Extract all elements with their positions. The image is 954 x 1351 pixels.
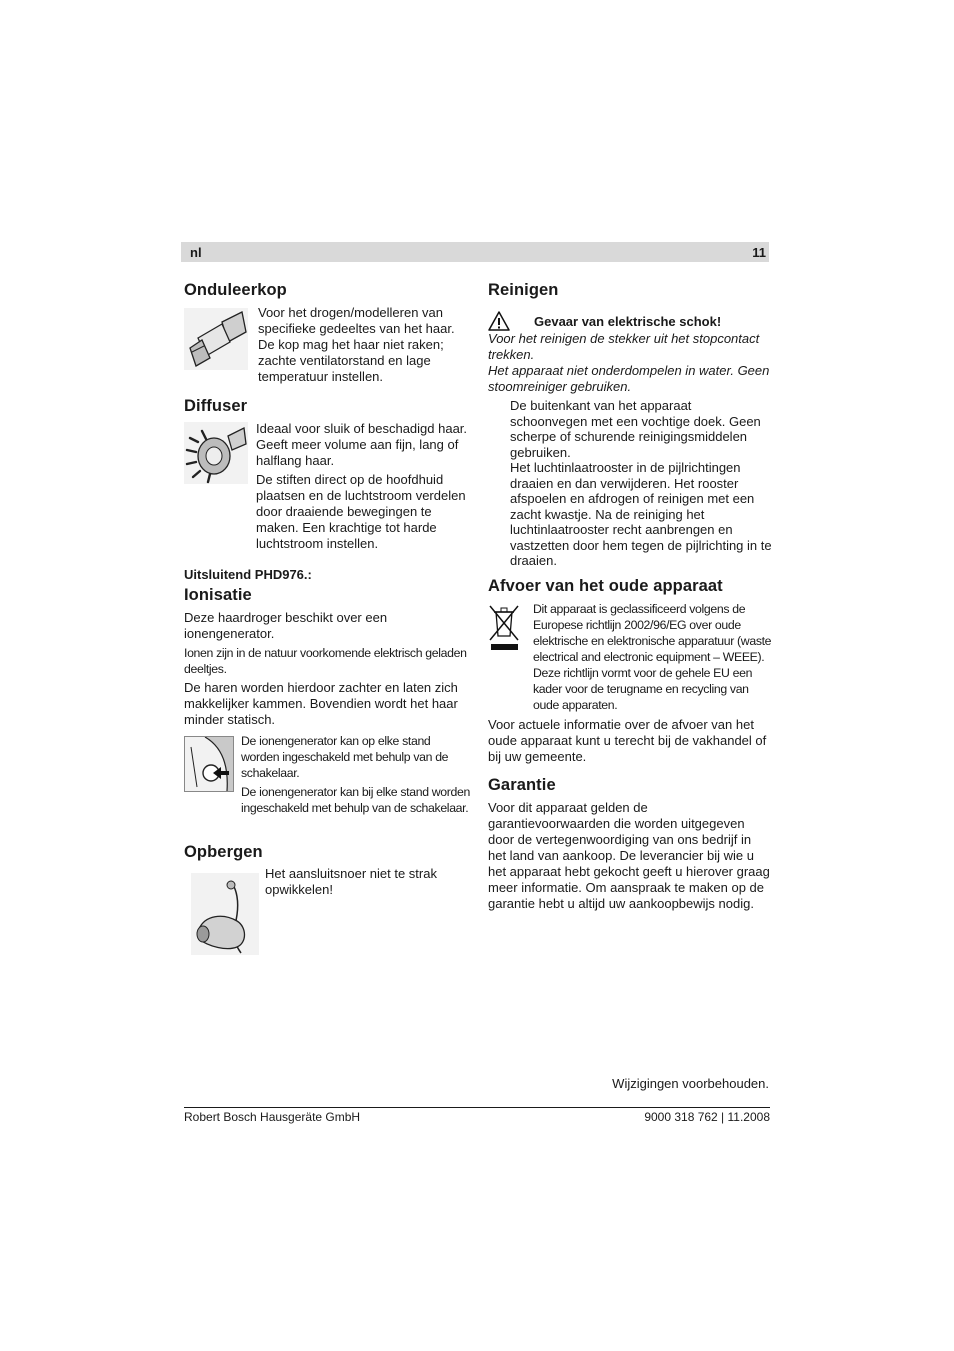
opbergen-text: Het aansluitsnoer niet te strak opwikkelen! xyxy=(265,866,437,897)
changes-reserved-note: Wijzigingen voorbehouden. xyxy=(612,1076,769,1091)
language-code: nl xyxy=(190,245,202,260)
diffuser-icon xyxy=(184,422,248,484)
onduleerkop-text: Voor het drogen/modelleren van specifieke gedeeltes van het haar. De kop mag het haar niet raken; zachte ventilatorstand en lage temperatuur instellen. xyxy=(258,305,455,384)
crossed-bin-icon xyxy=(488,604,520,652)
footer-divider xyxy=(184,1107,770,1108)
hairdryer-cord-icon xyxy=(191,873,259,955)
reinigen-warning-text xyxy=(488,331,770,395)
section-title-diffuser: Diffuser xyxy=(184,397,248,415)
section-title-garantie: Garantie xyxy=(488,776,556,794)
afvoer-info-text: Voor actuele informatie over de afvoer van het oude apparaat kunt u terecht bij de vakhandel of bij uw gemeente. xyxy=(488,717,767,764)
ionisatie-switch-text xyxy=(241,733,471,819)
company-name: Robert Bosch Hausgeräte GmbH xyxy=(184,1110,361,1124)
ionisatie-paragraph-4: De ionengenerator kan op elke stand worden ingeschakeld met behulp van de schakelaar. xyxy=(241,734,449,780)
ionisatie-paragraph-5: De ionengenerator kan bij elke stand worden ingeschakeld met behulp van de schakelaar. xyxy=(241,785,470,815)
reinigen-paragraph-1: De buitenkant van het apparaat schoonvegen met een vochtige doek. Geen scherpe of schurende reinigingsmiddelen gebruiken. xyxy=(510,398,761,460)
warning-triangle-icon xyxy=(488,311,510,331)
section-title-opbergen: Opbergen xyxy=(184,843,263,861)
reinigen-warning-line-2: Het apparaat niet onderdompelen in water. Geen stoomreiniger gebruiken. xyxy=(488,363,770,394)
afvoer-weee-text: Dit apparaat is geclassificeerd volgens de Europese richtlijn 2002/96/EG over oude elektrische en elektronische apparatuur (waste electrical and electronic equipment – WEEE). Deze richtlijn vormt voor de gehele EU een kader voor de terugname en recycling van oude apparaten. xyxy=(533,602,772,712)
section-title-onduleerkop: Onduleerkop xyxy=(184,281,287,299)
ionisatie-paragraph-2: Ionen zijn in de natuur voorkomende elektrisch geladen deeltjes. xyxy=(184,646,467,676)
document-number: 9000 318 762 | 11.2008 xyxy=(644,1110,770,1124)
ionisatie-model-note: Uitsluitend PHD976.: xyxy=(184,567,312,582)
section-title-reinigen: Reinigen xyxy=(488,281,559,299)
section-title-afvoer: Afvoer van het oude apparaat xyxy=(488,577,723,595)
warning-title: Gevaar van elektrische schok! xyxy=(534,314,722,329)
ionisatie-intro xyxy=(184,610,468,731)
reinigen-paragraph-2: Het luchtinlaatrooster in de pijlrichtingen draaien en dan verwijderen. Het rooster afspoelen en afdrogen of reinigen met een zacht kwastje. Na de reiniging het luchtinlaatrooster recht aanbrengen en vastzetten door hem tegen de pijlrichting in te draaien. xyxy=(510,460,772,568)
ionisatie-paragraph-3: De haren worden hierdoor zachter en laten zich makkelijker kammen. Bovendien wordt het haar minder statisch. xyxy=(184,680,458,727)
ion-switch-icon xyxy=(184,736,234,792)
page-number: 11 xyxy=(752,245,766,260)
ionisatie-paragraph-1: Deze haardroger beschikt over een ionengenerator. xyxy=(184,610,388,641)
diffuser-paragraph-2: De stiften direct op de hoofdhuid plaatsen en de luchtstroom verdelen door draaiende bewegingen te maken. Een krachtige tot harde luchtstroom instellen. xyxy=(256,472,466,551)
diffuser-paragraph-1: Ideaal voor sluik of beschadigd haar. Geeft meer volume aan fijn, lang of halflang haar. xyxy=(256,421,468,468)
reinigen-warning-line-1: Voor het reinigen de stekker uit het stopcontact trekken. xyxy=(488,331,760,362)
garantie-text: Voor dit apparaat gelden de garantievoorwaarden die worden uitgegeven door de vertegenwoordiging van ons bedrijf in het land van aankoop. De leverancier bij wie u het apparaat hebt gekocht geeft u hierover graag meer informatie. Om aanspraak te maken op de garantie hebt u altijd uw aankoopbewijs nodig. xyxy=(488,800,770,911)
section-title-ionisatie: Ionisatie xyxy=(184,586,252,604)
reinigen-instructions xyxy=(510,398,772,569)
header-bar xyxy=(181,242,769,262)
diffuser-text xyxy=(256,421,468,555)
concentrator-nozzle-icon xyxy=(184,308,248,370)
